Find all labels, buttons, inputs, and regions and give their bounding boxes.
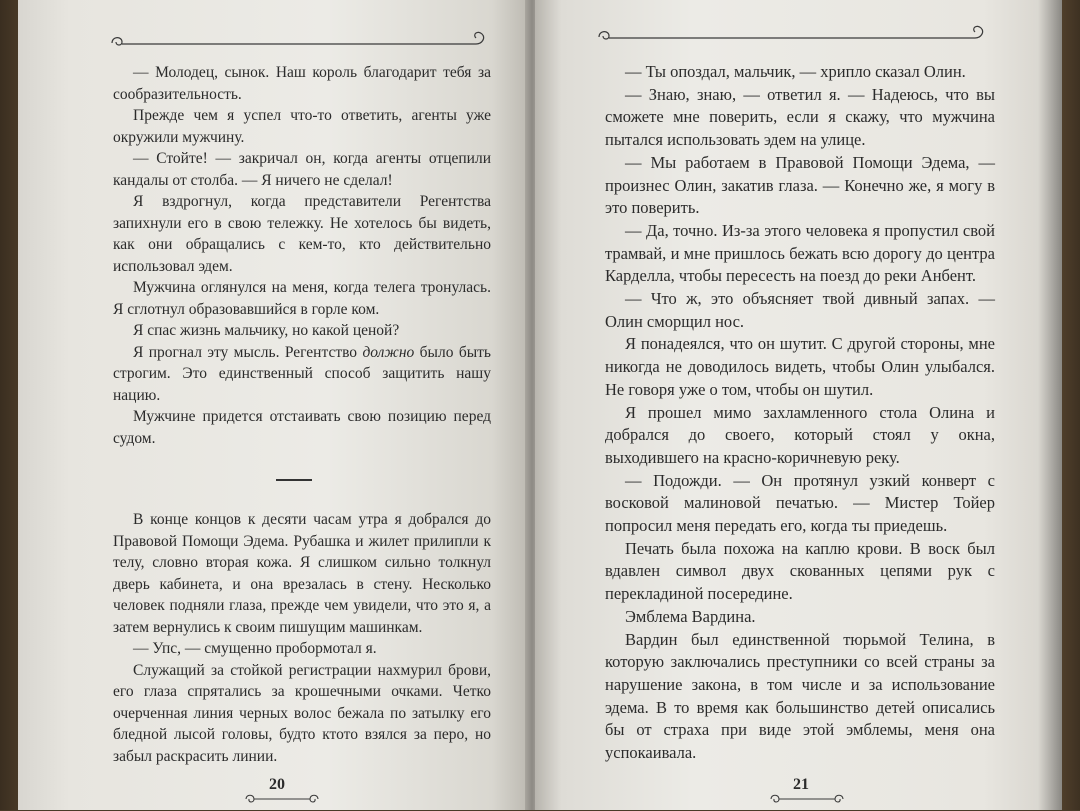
paragraph: — Стойте! — закричал он, когда агенты отцепили кандалы от столба. — Я ничего не сделал! <box>113 150 491 189</box>
paragraph: — Да, точно. Из-за этого человека я пропустил свой трамвай, и мне пришлось бежать всю дорогу до центра Карделла, чтобы пересесть на поезд до реки Анбент. <box>605 220 995 286</box>
paragraph: Я прошел мимо захламленного стола Олина и добрался до своего, который стоял у окна, выходившего на красно-коричневую реку. <box>605 402 995 467</box>
open-book <box>10 0 1072 810</box>
page-number-left: 20 <box>269 776 285 793</box>
paragraph-part: было быть строгим. Это единственный способ защитить нашу нацию. <box>113 343 491 404</box>
right-page-body <box>605 61 995 765</box>
paragraph: Я вздрогнул, когда представители Регентства запихнули его в свою тележку. Не хотелось бы видеть, как они обращались с кем-то, кто действительно использовал эдем. <box>113 193 491 275</box>
paragraph: — Что ж, это объясняет твой дивный запах. — Олин сморщил нос. <box>605 289 995 331</box>
paragraph: В конце концов к десяти часам утра я добрался до Правовой Помощи Эдема. Рубашка и жилет прилипли к телу, словно вторая кожа. Я слишком сильно толкнул дверь кабинета, и она врезалась в стену. Несколько человек подняли глаза, прежде чем увидели, что это я, а затем вернулись к своим пишущим машинкам. <box>113 511 491 636</box>
paragraph: Я спас жизнь мальчику, но какой ценой? <box>133 322 400 339</box>
paragraph-part: Я прогнал эту мысль. Регентство <box>133 343 363 361</box>
top-ornament-rule <box>597 24 987 44</box>
left-page <box>18 0 533 810</box>
paragraph: — Знаю, знаю, — ответил я. — Надеюсь, что вы сможете мне поверить, если я скажу, что мужчина пытался использовать эдем на улице. <box>605 84 995 150</box>
right-page <box>535 0 1062 810</box>
page-number-ornament <box>242 792 322 811</box>
section-break-rule <box>276 479 312 481</box>
paragraph: — Молодец, сынок. Наш король благодарит тебя за сообразительность. <box>113 64 491 103</box>
paragraph: Печать была похожа на каплю крови. В воск был вдавлен символ двух скованных цепями рук с перекладиной посередине. <box>605 538 995 604</box>
paragraph <box>113 342 491 407</box>
paragraph: Мужчина оглянулся на меня, когда телега тронулась. Я сглотнул образовавшийся в горле ком. <box>113 279 491 318</box>
paragraph: Прежде чем я успел что-то ответить, агенты уже окружили мужчину. <box>113 107 491 146</box>
emphasized-word: должно <box>362 343 415 361</box>
page-number-right: 21 <box>793 776 809 793</box>
page-edge-shadow <box>1038 0 1062 810</box>
paragraph: Служащий за стойкой регистрации нахмурил брови, его глаза спрятались за крошечными очками. Четко очерченная линия черных волос бежала по затылку его бледной лысой головы, будто ктото взялся за перо, но забыл раскрасить линии. <box>113 661 491 765</box>
paragraph: — Упс, — смущенно пробормотал я. <box>133 640 377 657</box>
paragraph: Эмблема Вардина. <box>625 606 756 626</box>
paragraph: Мужчине придется отстаивать свою позицию перед судом. <box>113 408 491 447</box>
paragraph: Вардин был единственной тюрьмой Телина, в которую заключались преступники со всей страны за нарушение закона, в том числе и за использование эдема. В то время как большинство детей описались бы от страха при виде этой эмблемы, меня она успокаивала. <box>605 629 995 763</box>
paragraph: — Подожди. — Он протянул узкий конверт с восковой малиновой печатью. — Мистер Тойер попросил меня передать его, когда ты приедешь. <box>605 470 995 536</box>
paragraph: — Мы работаем в Правовой Помощи Эдема, — произнес Олин, закатив глаза. — Конечно же, я могу в это поверить. <box>605 152 995 218</box>
page-number-ornament <box>767 792 847 811</box>
paragraph: — Ты опоздал, мальчик, — хрипло сказал Олин. <box>625 62 966 81</box>
top-ornament-rule <box>110 30 488 50</box>
paragraph: Я понадеялся, что он шутит. С другой стороны, мне никогда не доводилось видеть, чтобы Олин улыбался. Не говоря уже о том, чтобы он шутил. <box>605 334 995 399</box>
left-page-body <box>113 62 491 767</box>
